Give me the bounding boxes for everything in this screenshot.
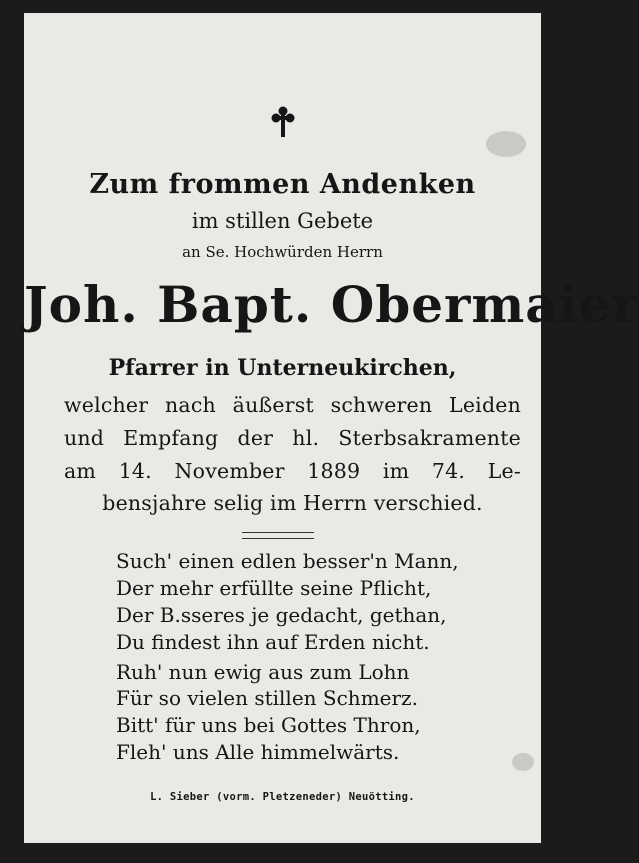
subtitle-prayer: im stillen Gebete [191,209,374,233]
verse-line: Für so vielen stillen Schmerz. [116,686,418,710]
cross-icon [24,105,541,139]
body-line: welcher nach äußerst schweren Leiden [64,393,521,417]
subtitle-honorific: an Se. Hochwürden Herrn [182,243,383,261]
deceased-role: Pfarrer in Unterneukirchen, [108,355,457,381]
divider [242,532,314,539]
verse-line: Such' einen edlen besser'n Mann, [116,549,459,573]
verse-line: Der B.sseres je gedacht, gethan, [116,603,447,627]
verse-line: Ruh' nun ewig aus zum Lohn [116,660,410,684]
deceased-name: Joh. Bapt. Obermaier [24,275,639,334]
verse-line: Bitt' für uns bei Gottes Thron, [116,713,421,737]
verse-line: Der mehr erfüllte seine Pflicht, [116,576,432,600]
verse-line: Fleh' uns Alle himmelwärts. [116,740,400,764]
card-title: Zum frommen Andenken [89,169,476,200]
body-line: am 14. November 1889 im 74. Le- [64,459,521,483]
body-line: und Empfang der hl. Sterbsakramente [64,426,521,450]
body-line: bensjahre selig im Herrn verschied. [102,491,483,515]
printer-imprint: L. Sieber (vorm. Pletzeneder) Neuötting. [150,791,415,803]
verse-line: Du findest ihn auf Erden nicht. [116,630,430,654]
memorial-card [24,13,639,843]
